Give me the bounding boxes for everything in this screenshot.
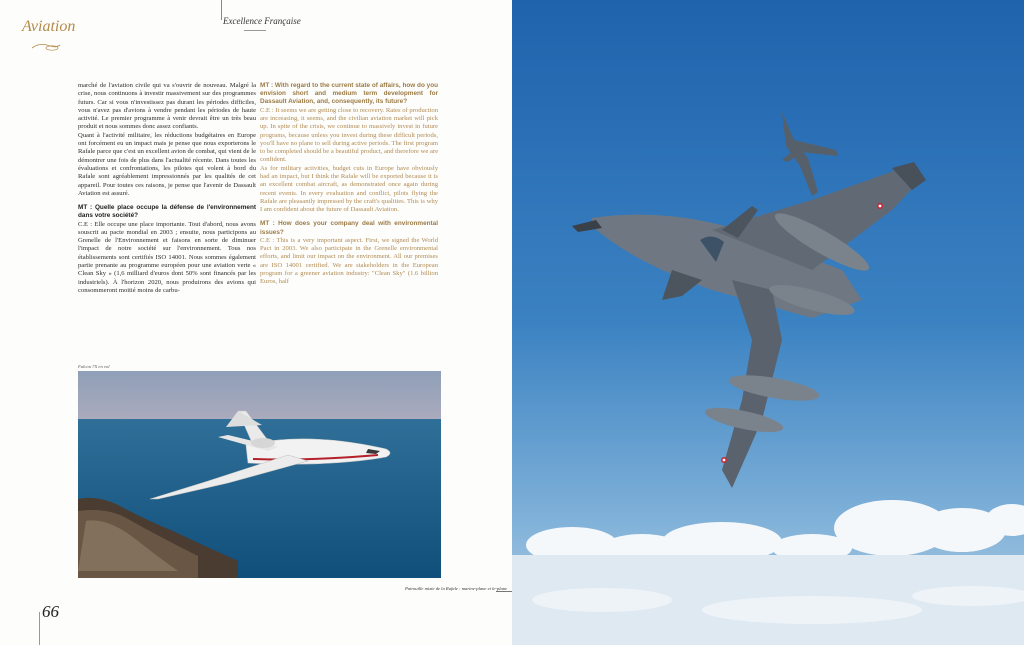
right-page bbox=[512, 0, 1024, 645]
paragraph: C.E : It seems we are getting close to recovery. Rates of production are increasing, it seems, and the civilian aviation market will pick up. In spite of the crisis, we continue to massively invest in future programs, because unless you invest during these difficult periods, you'll have no plane to sell during active periods. The first program to be completed should be a beautiful product, and therefore we are confident. bbox=[260, 106, 438, 164]
caption-rule bbox=[496, 591, 512, 592]
rafale-photo-caption: Patrouille mixte de la Rafale : marine-plane et le-plane bbox=[405, 586, 508, 591]
english-column bbox=[260, 82, 438, 287]
paragraph: As for military activities, budget cuts in Europe have obviously had an impact, but I think the Rafale will be exported because it is an excellent combat aircraft, as demonstrated once again during recent events. In every evaluation and conflict, pilots flying the Rafale are pleasantly impressed by the craft's qualities. This is why I am confident about the future of Dassault Aviation. bbox=[260, 164, 438, 214]
page-number: 66 bbox=[42, 602, 59, 621]
header-rule bbox=[221, 0, 222, 20]
question-heading: MT : Quelle place occupe la défense de l'environnement dans votre société? bbox=[78, 204, 256, 220]
paragraph: C.E : Elle occupe une place importante. Tout d'abord, nous avons souscrit au pacte mondial en 2003 ; ensuite, nous participons au Grenelle de l'Environnement et faisons en sorte de diminuer l'impact de notre société sur l'environnement. Tous nos établissements sont certifiés ISO 14001. Nous sommes également partie prenante au programme européen pour une aviation verte « Clean Sky » (1,6 milliard d'euros dont 50% sont financés par les industriels). À l'horizon 2020, nous produirons des avions qui consommeront moitié moins de carbu- bbox=[78, 220, 256, 294]
falcon-jet-photo bbox=[78, 371, 441, 578]
paragraph: C.E : This is a very important aspect. First, we signed the World Pact in 2003. We also participate in the Grenelle environmental efforts, and limit our impact on the environment. All our premises are ISO 14001 certified. We are stakeholders in the European program for a greener aviation industry: "Clean Sky" (1.6 billion Euros, half bbox=[260, 236, 438, 286]
photo-caption: Falcon 7X en vol bbox=[78, 364, 110, 369]
paragraph: Quant à l'activité militaire, les réductions budgétaires en Europe ont forcément eu un impact mais je pense que nous exporterons le Rafale parce que c'est un excellent avion de combat, qui vient de le démontrer une fois de plus dans l'actualité récente. Dans toutes les évaluations et confrontations, les pilotes qui volent à bord du Rafale sont agréablement impressionnés par les qualités de cet appareil. Pour toutes ces raisons, je pense que l'avenir de Dassault Aviation est assuré. bbox=[78, 131, 256, 197]
aviation-logo-icon bbox=[30, 42, 62, 52]
section-title: Aviation bbox=[22, 18, 76, 35]
paragraph: marché de l'aviation civile qui va s'ouvrir de nouveau. Malgré la crise, nous continuons à investir massivement sur des programmes futurs. Car si vous n'investissez pas durant les périodes difficiles, vous n'avez pas d'avions à vendre pendant les périodes de haute activité. Le premier programme à venir devrait être un très beau produit et nous sommes donc assez confiants. bbox=[78, 82, 256, 131]
question-heading: MT : How does your company deal with environmental issues? bbox=[260, 220, 438, 236]
running-header: Excellence Française bbox=[223, 16, 301, 26]
rafale-jets-photo bbox=[512, 0, 1024, 645]
header-underline bbox=[244, 30, 266, 31]
french-column bbox=[78, 82, 256, 295]
corner-rule bbox=[39, 612, 40, 645]
question-heading: MT : With regard to the current state of affairs, how do you envision short and medium term development for Dassault Aviation, and, consequently, its future? bbox=[260, 82, 438, 106]
